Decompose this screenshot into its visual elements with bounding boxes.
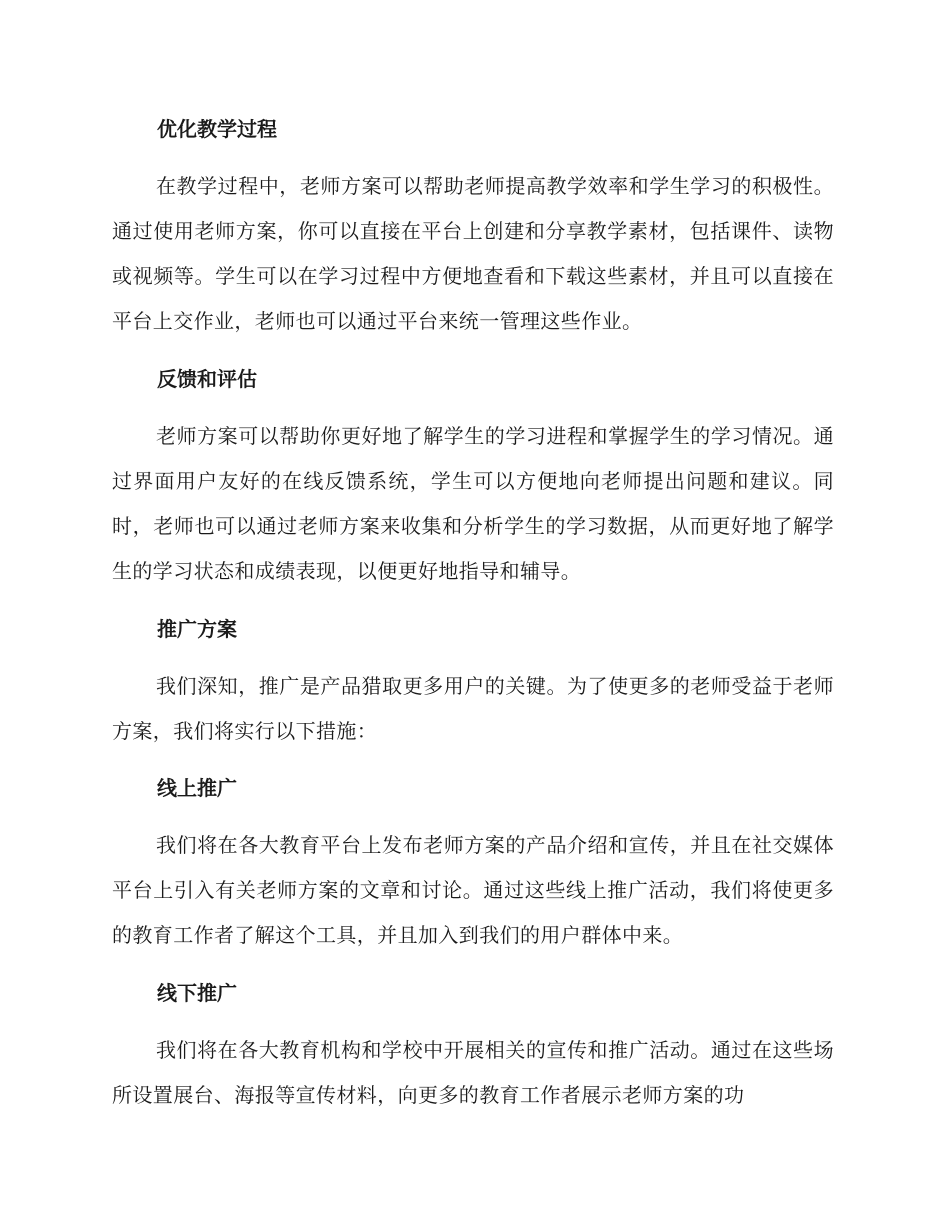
section-paragraph-online-promotion: 我们将在各大教育平台上发布老师方案的产品介绍和宣传，并且在社交媒体平台上引入有关老师方案的文章和讨论。通过这些线上推广活动，我们将使更多的教育工作者了解这个工具，并且加入到我们的用户群体中来。: [112, 833, 834, 947]
section-heading-feedback-evaluation: 反馈和评估: [157, 367, 257, 391]
section-paragraph-feedback-evaluation: 老师方案可以帮助你更好地了解学生的学习进程和掌握学生的学习情况。通过界面用户友好的在线反馈系统，学生可以方便地向老师提出问题和建议。同时，老师也可以通过老师方案来收集和分析学生的学习数据，从而更好地了解学生的学习状态和成绩表现，以便更好地指导和辅导。: [112, 424, 834, 583]
section-heading-optimize-teaching: 优化教学过程: [157, 117, 277, 141]
section-paragraph-offline-promotion: 我们将在各大教育机构和学校中开展相关的宣传和推广活动。通过在这些场所设置展台、海报等宣传材料，向更多的教育工作者展示老师方案的功: [112, 1038, 834, 1107]
section-paragraph-optimize-teaching: 在教学过程中，老师方案可以帮助老师提高教学效率和学生学习的积极性。通过使用老师方案，你可以直接在平台上创建和分享教学素材，包括课件、读物或视频等。学生可以在学习过程中方便地查看和下载这些素材，并且可以直接在平台上交作业，老师也可以通过平台来统一管理这些作业。: [112, 174, 834, 333]
section-paragraph-promotion-plan: 我们深知，推广是产品猎取更多用户的关键。为了使更多的老师受益于老师方案，我们将实行以下措施：: [112, 674, 834, 743]
section-heading-promotion-plan: 推广方案: [157, 617, 237, 641]
section-heading-offline-promotion: 线下推广: [157, 981, 237, 1005]
section-heading-online-promotion: 线上推广: [157, 776, 237, 800]
